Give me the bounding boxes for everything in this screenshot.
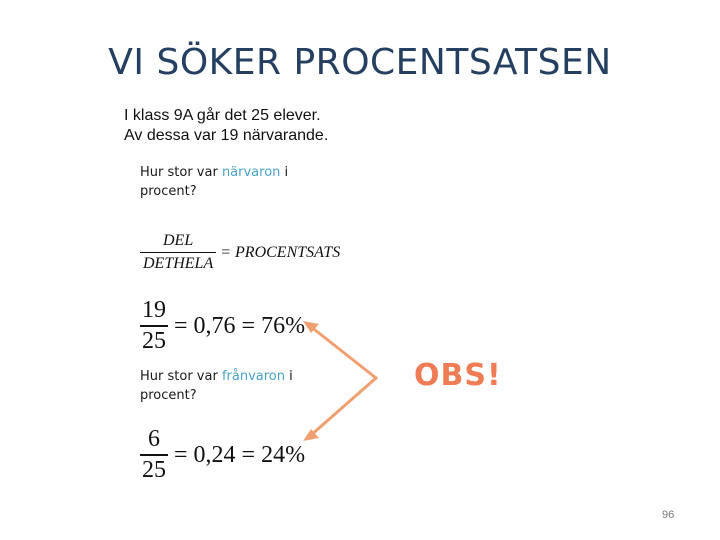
page-number: 96 <box>662 509 675 521</box>
formula-denominator: DETHELA <box>143 255 214 272</box>
question-2-line-2: procent? <box>140 388 197 403</box>
equation-1-numerator: 19 <box>142 297 166 323</box>
intro-line-1: I klass 9A går det 25 elever. <box>124 107 321 124</box>
question-2-end: i <box>284 369 293 384</box>
obs-label: OBS! <box>414 358 502 393</box>
question-1-end: i <box>280 165 289 180</box>
arrow-down-line <box>310 378 376 436</box>
equation-2-numerator: 6 <box>148 426 160 452</box>
arrow-up-line <box>310 326 376 378</box>
slide-title: VI SÖKER PROCENTSATSEN <box>108 42 612 83</box>
question-1-line-2: procent? <box>140 184 197 199</box>
equation-1-denominator: 25 <box>142 328 166 354</box>
formula-numerator: DEL <box>163 232 194 249</box>
equation-1-result: = 0,76 = 76% <box>174 312 306 339</box>
intro-line-2: Av dessa var 19 närvarande. <box>124 127 329 144</box>
formula-result: = PROCENTSATS <box>220 243 341 261</box>
question-2-start: Hur stor var <box>140 369 222 384</box>
equation-2-result: = 0,24 = 24% <box>174 441 306 468</box>
highlight-franvaron: frånvaron <box>221 369 285 384</box>
question-1-start: Hur stor var <box>140 165 222 180</box>
equation-2-denominator: 25 <box>142 457 166 483</box>
highlight-narvaron: närvaron <box>221 165 281 180</box>
